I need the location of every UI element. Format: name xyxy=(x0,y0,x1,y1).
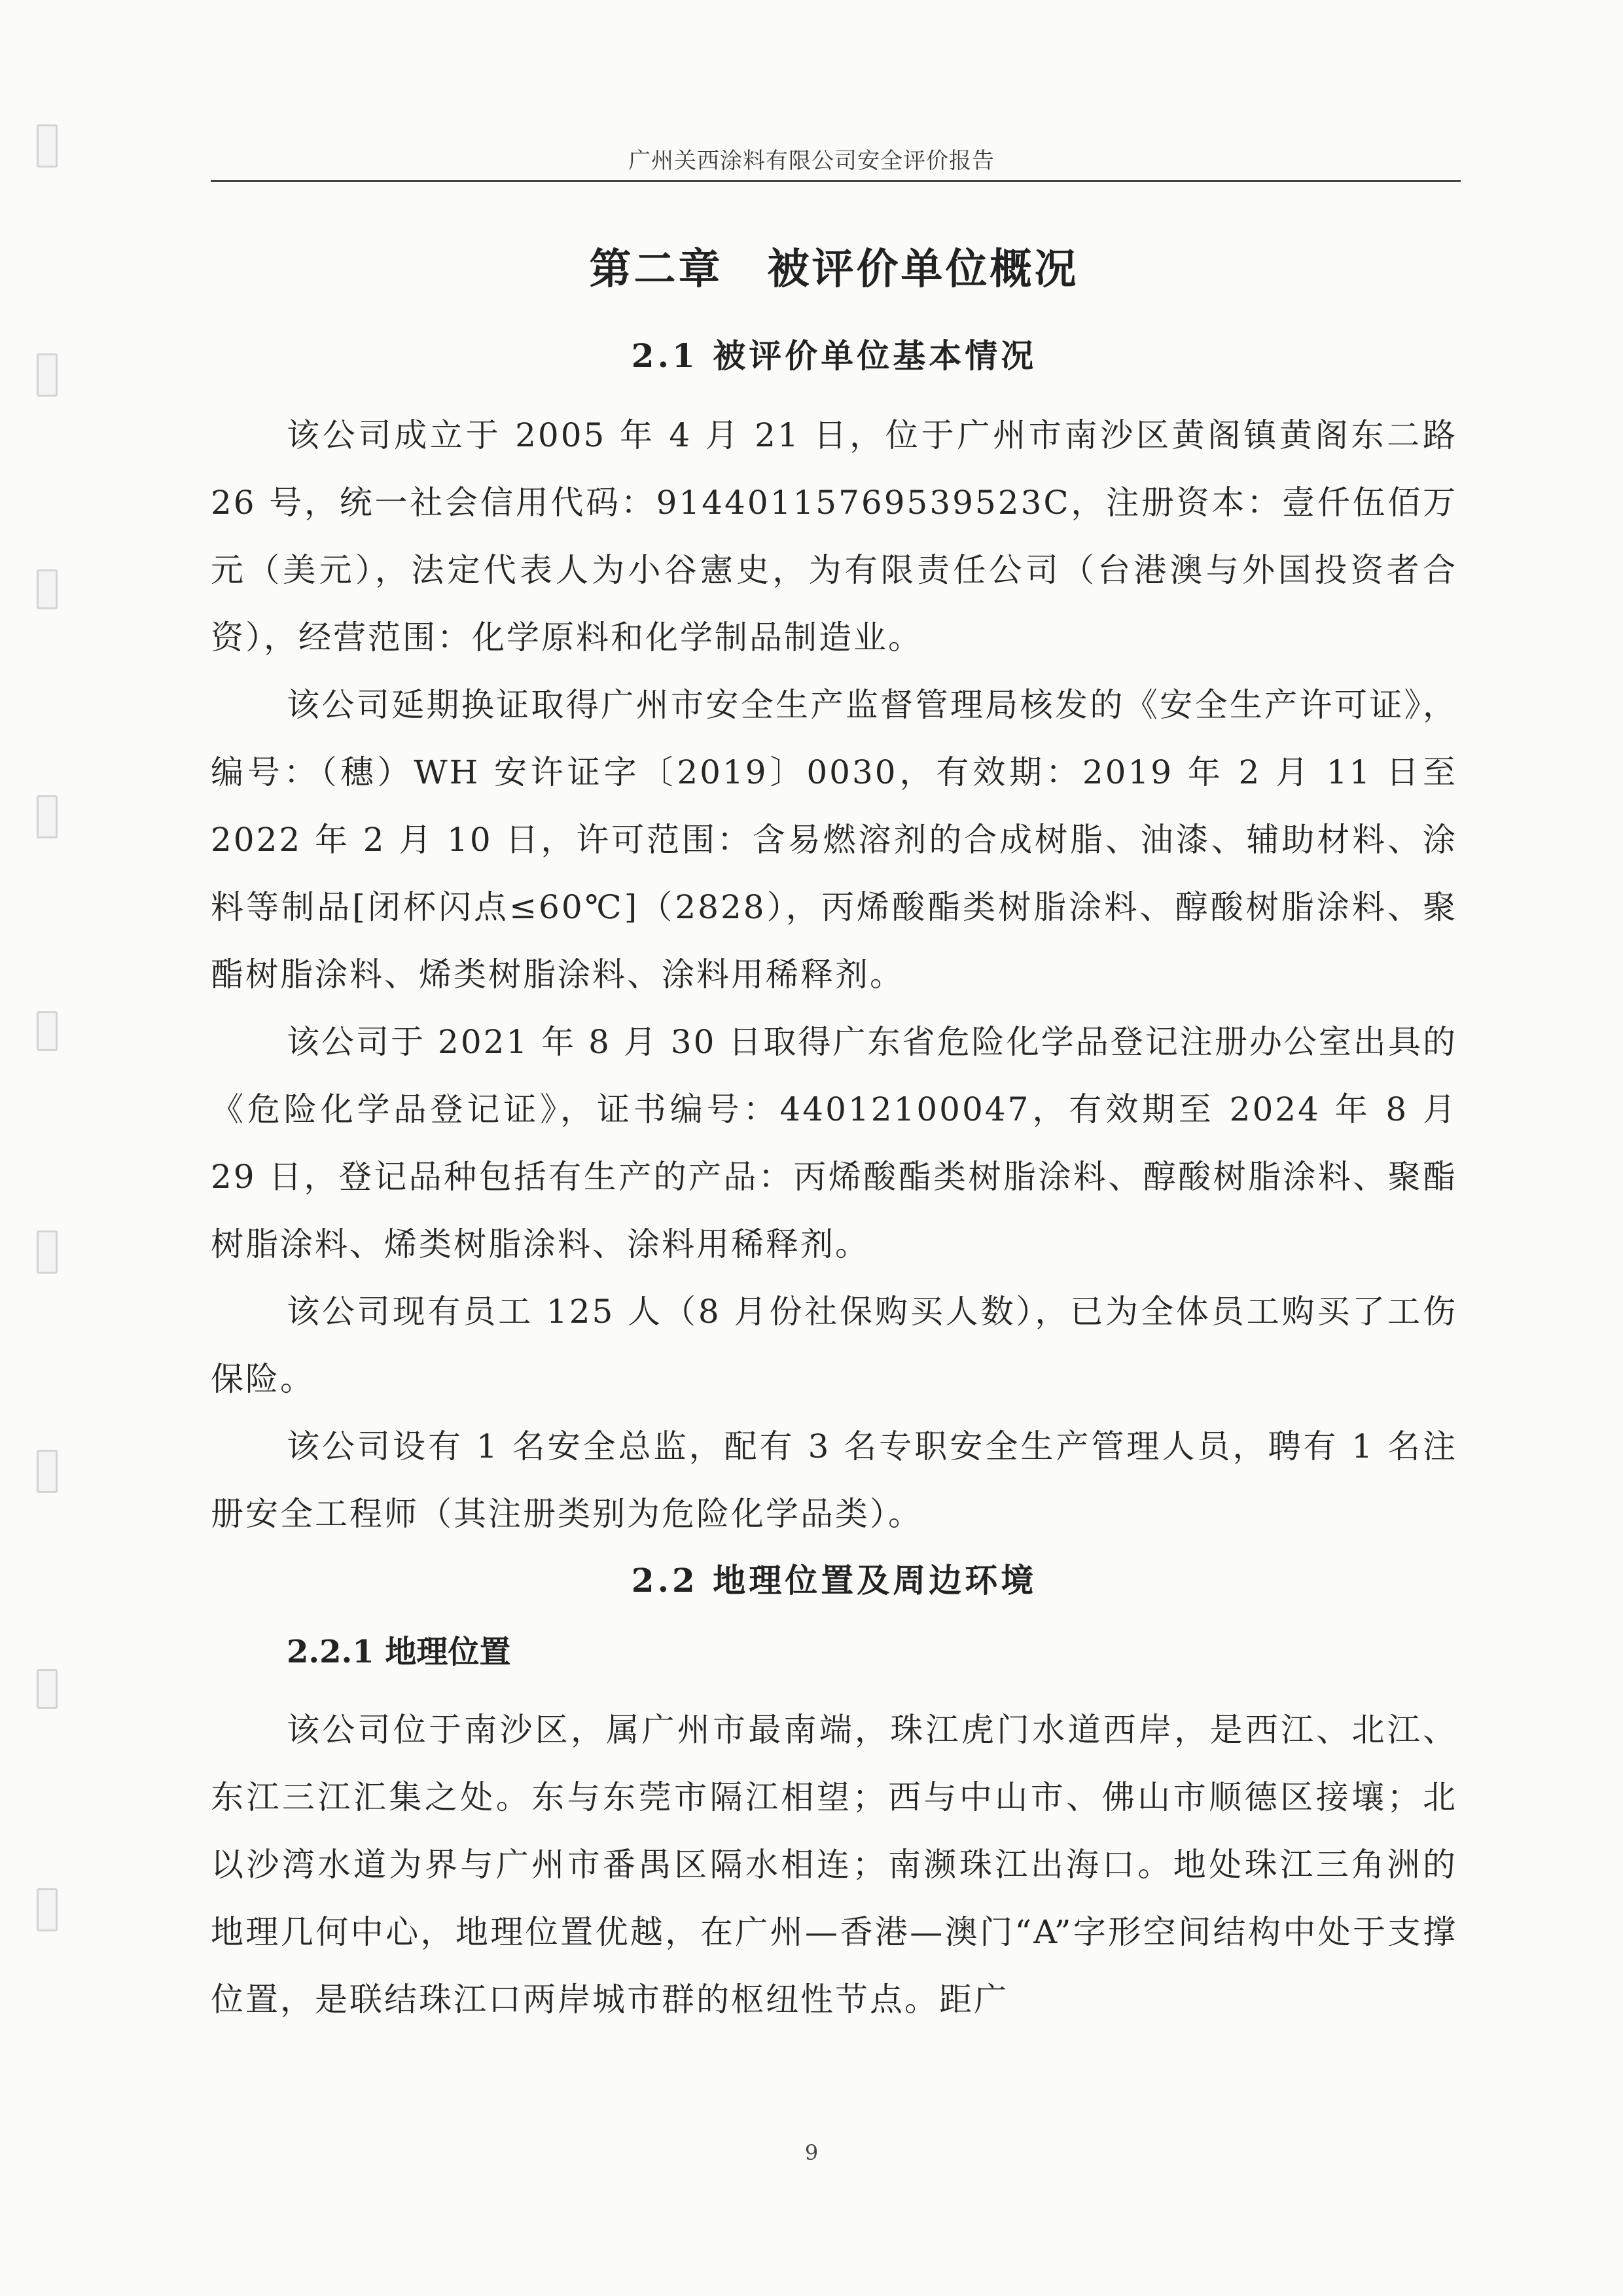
binding-mark xyxy=(37,1888,58,1931)
section-title-2-1: 2.1 被评价单位基本情况 xyxy=(631,336,1037,375)
paragraph: 该公司位于南沙区，属广州市最南端，珠江虎门水道西岸，是西江、北江、东江三江汇集之处。东与东莞市隔江相望；西与中山市、佛山市顺德区接壤；北以沙湾水道为界与广州市番禺区隔水相连；南濒珠江出海口。地处珠江三角洲的地理几何中心，地理位置优越，在广州—香港—澳门“A”字形空间结构中处于支撑位置，是联结珠江口两岸城市群的枢纽性节点。距广 xyxy=(211,1711,1457,2018)
paragraph: 该公司延期换证取得广州市安全生产监督管理局核发的《安全生产许可证》，编号：（穗）WH 安许证字〔2019〕0030，有效期：2019 年 2 月 11 日至 2022 年 2 月 10 日，许可范围：含易燃溶剂的合成树脂、油漆、辅助材料、涂料等制品[闭杯闪点≤60℃]（2828），丙烯酸酯类树脂涂料、醇酸树脂涂料、聚酯树脂涂料、烯类树脂涂料、涂料用稀释剂。 xyxy=(211,686,1457,994)
paragraph: 该公司现有员工 125 人（8 月份社保购买人数），已为全体员工购买了工伤保险。 xyxy=(211,1293,1457,1398)
binding-mark xyxy=(37,353,58,397)
chapter-title: 第二章 被评价单位概况 xyxy=(589,245,1079,294)
paragraph: 该公司于 2021 年 8 月 30 日取得广东省危险化学品登记注册办公室出具的《危险化学品登记证》，证书编号：44012100047，有效期至 2024 年 8 月 29 日，登记品种包括有生产的产品：丙烯酸酯类树脂涂料、醇酸树脂涂料、聚酯树脂涂料、烯类树脂涂料、涂料用稀释剂。 xyxy=(211,1023,1457,1263)
section-title-2-2: 2.2 地理位置及周边环境 xyxy=(631,1561,1037,1600)
binding-mark xyxy=(37,1669,58,1709)
binding-mark xyxy=(37,569,58,609)
binding-mark xyxy=(37,1230,58,1274)
subsection-title-2-2-1: 2.2.1 地理位置 xyxy=(287,1634,511,1670)
page-number: 9 xyxy=(804,2140,819,2165)
running-header: 广州关西涂料有限公司安全评价报告 xyxy=(628,148,995,174)
paragraph: 该公司设有 1 名安全总监，配有 3 名专职安全生产管理人员，聘有 1 名注册安全工程师（其注册类别为危险化学品类）。 xyxy=(211,1427,1457,1533)
binding-mark xyxy=(37,1450,58,1493)
page-content xyxy=(211,236,1457,2034)
binding-mark xyxy=(37,795,58,838)
paragraph: 该公司成立于 2005 年 4 月 21 日，位于广州市南沙区黄阁镇黄阁东二路 26 号，统一社会信用代码：91440115769539523C，注册资本：壹仟伍佰万元（美元），法定代表人为小谷憲史，为有限责任公司（台港澳与外国投资者合资），经营范围：化学原料和化学制品制造业。 xyxy=(211,416,1457,656)
binding-mark xyxy=(37,1011,58,1051)
header-rule xyxy=(211,180,1461,182)
